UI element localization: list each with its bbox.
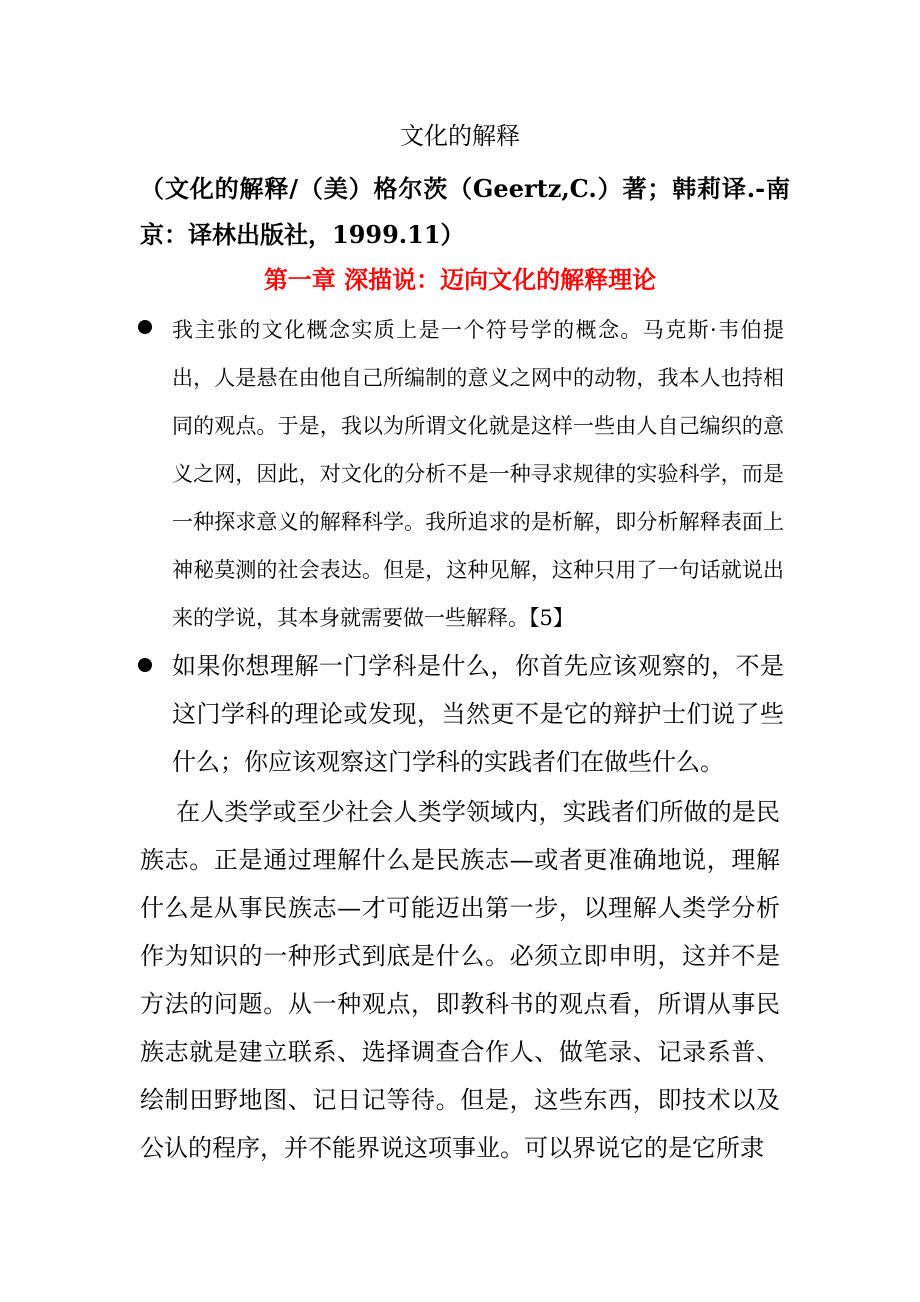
bibliographic-citation: （文化的解释/（美）格尔茨（Geertz,C.）著；韩莉译.-南京：译林出版社，1999.11）: [140, 174, 790, 249]
bullet-item-1: 我主张的文化概念实质上是一个符号学的概念。马克斯·韦伯提出，人是悬在由他自己所编制的意义之网中的动物，我本人也持相同的观点。于是，我以为所谓文化就是这样一些由人自己编织的意义之网，因此，对文化的分析不是一种寻求规律的实验科学，而是一种探求意义的解释科学。我所追求的是析解，即分析解释表面上神秘莫测的社会表达。但是，这种见解，这种只用了一句话就说出来的学说，其本身就需要做一些解释。【5】: [172, 318, 784, 630]
chapter-heading: 第一章 深描说：迈向文化的解释理论: [263, 265, 657, 294]
document-title: 文化的解释: [400, 122, 520, 150]
body-paragraph: 在人类学或至少社会人类学领域内，实践者们所做的是民族志。正是通过理解什么是民族志—或者更准确地说，理解什么是从事民族志—才可能迈出第一步，以理解人类学分析作为知识的一种形式到底是什么。必须立即申明，这并不是方法的问题。从一种观点，即教科书的观点看，所谓从事民族志就是建立联系、选择调查合作人、做笔录、记录系普、绘制田野地图、记日记等待。但是，这些东西，即技术以及公认的程序，并不能界说这项事业。可以界说它的是它所隶: [140, 798, 780, 1162]
bullet-item-2: 如果你想理解一门学科是什么，你首先应该观察的，不是这门学科的理论或发现，当然更不是它的辩护士们说了些什么；你应该观察这门学科的实践者们在做些什么。: [172, 652, 784, 776]
bullet-icon: [138, 320, 152, 334]
bullet-icon: [138, 658, 152, 672]
